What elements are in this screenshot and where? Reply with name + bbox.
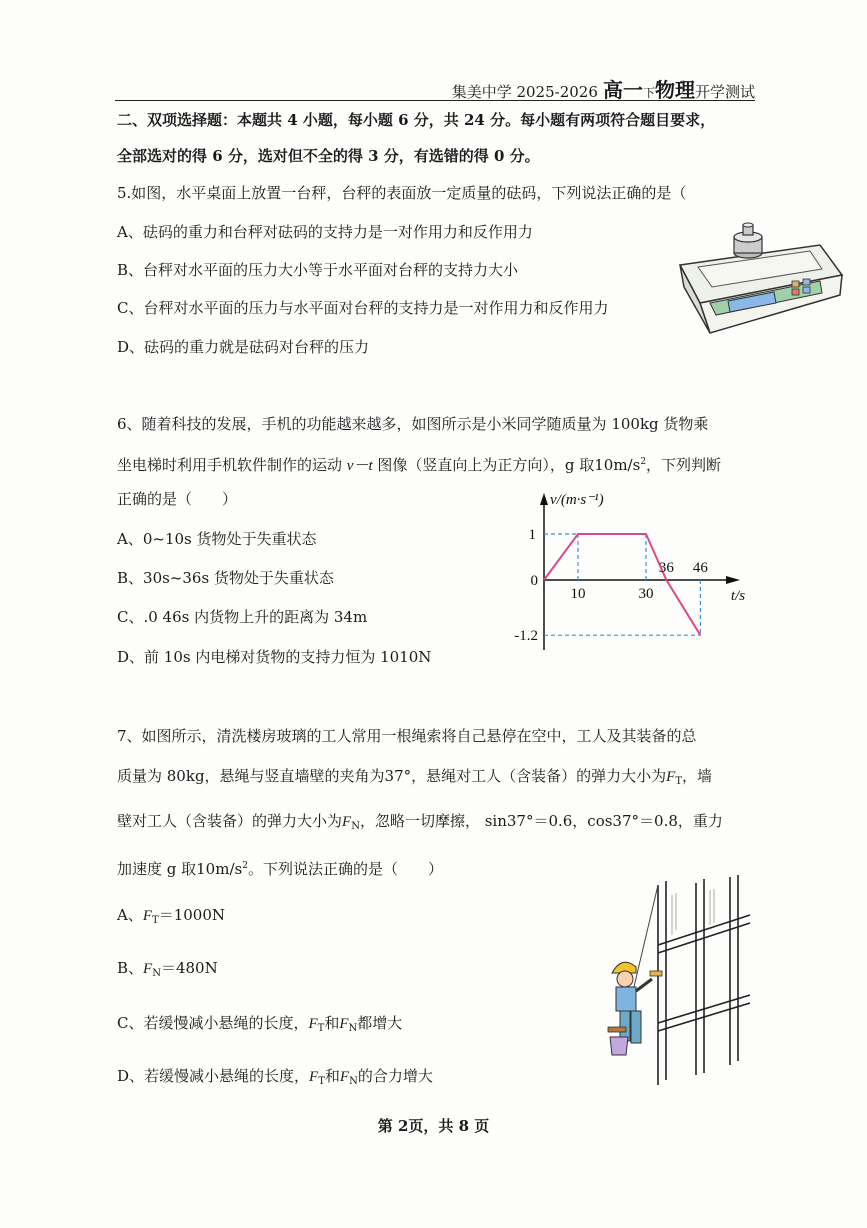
q7-option-d-f2: F xyxy=(339,1069,350,1085)
q7-ft-sub: T xyxy=(675,776,682,787)
q7-fn-sub: N xyxy=(351,821,360,832)
q5-option-d: D、砝码的重力就是砝码对台秤的压力 xyxy=(117,338,370,356)
q7-stem-line2-b: ，墙 xyxy=(681,767,712,785)
q7-option-c-and: 和 xyxy=(324,1014,340,1032)
q7-option-d-sub1: T xyxy=(318,1076,325,1087)
q7-option-c-sub1: T xyxy=(317,1023,325,1034)
y-tick-0: 0 xyxy=(530,573,538,589)
q7-stem-line2 xyxy=(117,766,712,792)
q7-option-c xyxy=(117,1013,402,1039)
x-axis-arrow xyxy=(726,576,740,584)
section-instruction-line2: 全部选对的得 6 分，选对但不全的得 3 分，有选错的得 0 分。 xyxy=(117,147,540,165)
q7-option-d-f1: F xyxy=(309,1069,319,1085)
q7-option-d-sub2: N xyxy=(349,1076,358,1087)
q6-stem-line3: 正确的是（ ） xyxy=(117,490,238,508)
q6-stem-line2-b: 图像（竖直向上为正方向），g 取10m/s xyxy=(372,456,641,474)
q7-option-d-and: 和 xyxy=(324,1067,340,1085)
q7-stem-sup: 2 xyxy=(242,861,248,871)
q6-vt-symbol: v－t xyxy=(346,458,373,474)
q7-ft-symbol: F xyxy=(666,769,676,785)
y-tick-1: 1 xyxy=(528,527,536,543)
q7-stem-line3 xyxy=(117,811,723,837)
page-header xyxy=(115,74,755,101)
x-tick-46: 46 xyxy=(692,560,708,576)
section-instruction-line1: 二、双项选择题：本题共 4 小题，每小题 6 分，共 24 分。每小题有两项符合题目要求， xyxy=(117,111,716,129)
header-grade: 高一 xyxy=(602,78,643,102)
q7-option-a-f: F xyxy=(142,908,153,924)
x-tick-36: 36 xyxy=(658,560,674,576)
q7-option-c-a: C、若缓慢减小悬绳的长度， xyxy=(117,1014,309,1032)
q6-option-b: B、30s~36s 货物处于失重状态 xyxy=(117,569,334,587)
q7-option-d-b: 的合力增大 xyxy=(357,1067,433,1085)
x-axis-label: t/s xyxy=(730,588,746,604)
q7-stem-line2-a: 质量为 80kg，悬绳与竖直墙壁的夹角为37°，悬绳对工人（含装备）的弹力大小为 xyxy=(117,767,667,785)
q7-option-d xyxy=(117,1066,433,1092)
q7-option-c-b: 都增大 xyxy=(357,1014,403,1032)
header-term: 下 xyxy=(642,86,655,100)
q7-stem-line3-a: 壁对工人（含装备）的弹力大小为 xyxy=(117,812,343,830)
q7-stem-line3-b: ，忽略一切摩擦， sin37°＝0.6，cos37°＝0.8，重力 xyxy=(359,812,723,830)
q7-option-a-value: ＝1000N xyxy=(158,906,225,924)
x-tick-30: 30 xyxy=(638,586,654,602)
q7-stem-line4 xyxy=(117,856,443,879)
q6-option-d: D、前 10s 内电梯对货物的支持力恒为 1010N xyxy=(117,648,432,666)
y-axis-label: v/(m·s⁻¹) xyxy=(550,492,604,508)
vt-series-line xyxy=(544,534,700,635)
page-footer: 第 2页，共 8 页 xyxy=(377,1117,490,1135)
q7-stem-line1: 7、如图所示，清洗楼房玻璃的工人常用一根绳索将自己悬停在空中，工人及其装备的总 xyxy=(117,727,697,745)
q5-option-b: B、台秤对水平面的压力大小等于水平面对台秤的支持力大小 xyxy=(117,261,519,279)
q6-stem-line2 xyxy=(117,452,721,476)
q7-option-c-f2: F xyxy=(339,1016,349,1032)
y-tick-neg: -1.2 xyxy=(514,628,538,645)
q7-option-a-sub: T xyxy=(152,915,159,926)
vt-chart xyxy=(500,485,760,660)
q7-option-b-prefix: B、 xyxy=(117,959,144,977)
q5-option-a: A、砝码的重力和台秤对砝码的支持力是一对作用力和反作用力 xyxy=(117,223,533,241)
q6-stem-sup: 2 xyxy=(640,457,647,467)
q7-option-b-f: F xyxy=(143,961,153,977)
q5-option-c: C、台秤对水平面的压力与水平面对台秤的支持力是一对作用力和反作用力 xyxy=(117,299,609,317)
q7-option-a xyxy=(117,905,225,931)
q7-option-b-value: ＝480N xyxy=(160,959,218,977)
q7-stem-line4-b: 。下列说法正确的是（ ） xyxy=(247,860,443,878)
q6-option-a: A、0~10s 货物处于失重状态 xyxy=(117,530,317,548)
q7-option-b-sub: N xyxy=(152,968,161,979)
scale-illustration xyxy=(670,215,845,340)
q6-stem-line2-c: ，下列判断 xyxy=(646,456,722,474)
q7-option-b xyxy=(117,958,218,984)
header-subject: 物理 xyxy=(654,78,695,102)
window-cleaner-illustration xyxy=(600,875,760,1090)
q7-option-a-prefix: A、 xyxy=(117,906,143,924)
q6-option-c: C、.0 46s 内货物上升的距离为 34m xyxy=(117,608,368,626)
q6-stem-line2-a: 坐电梯时利用手机软件制作的运动 xyxy=(117,456,347,474)
y-axis-arrow xyxy=(540,493,548,505)
q5-stem: 5.如图，水平桌面上放置一台秤，台秤的表面放一定质量的砝码，下列说法正确的是（ xyxy=(117,184,687,202)
q7-stem-line4-a: 加速度 g 取10m/s xyxy=(117,860,243,878)
header-school: 集美中学 2025-2026 xyxy=(451,83,598,101)
q7-option-c-f1: F xyxy=(308,1016,318,1032)
q7-option-c-sub2: N xyxy=(348,1023,358,1034)
q7-option-d-a: D、若缓慢减小悬绳的长度， xyxy=(117,1067,310,1085)
x-tick-10: 10 xyxy=(570,586,586,602)
q7-fn-symbol: F xyxy=(342,814,352,830)
q6-stem-line1: 6、随着科技的发展，手机的功能越来越多，如图所示是小米同学随质量为 100kg 货物乘 xyxy=(117,415,709,433)
header-exam: 开学测试 xyxy=(694,83,755,101)
